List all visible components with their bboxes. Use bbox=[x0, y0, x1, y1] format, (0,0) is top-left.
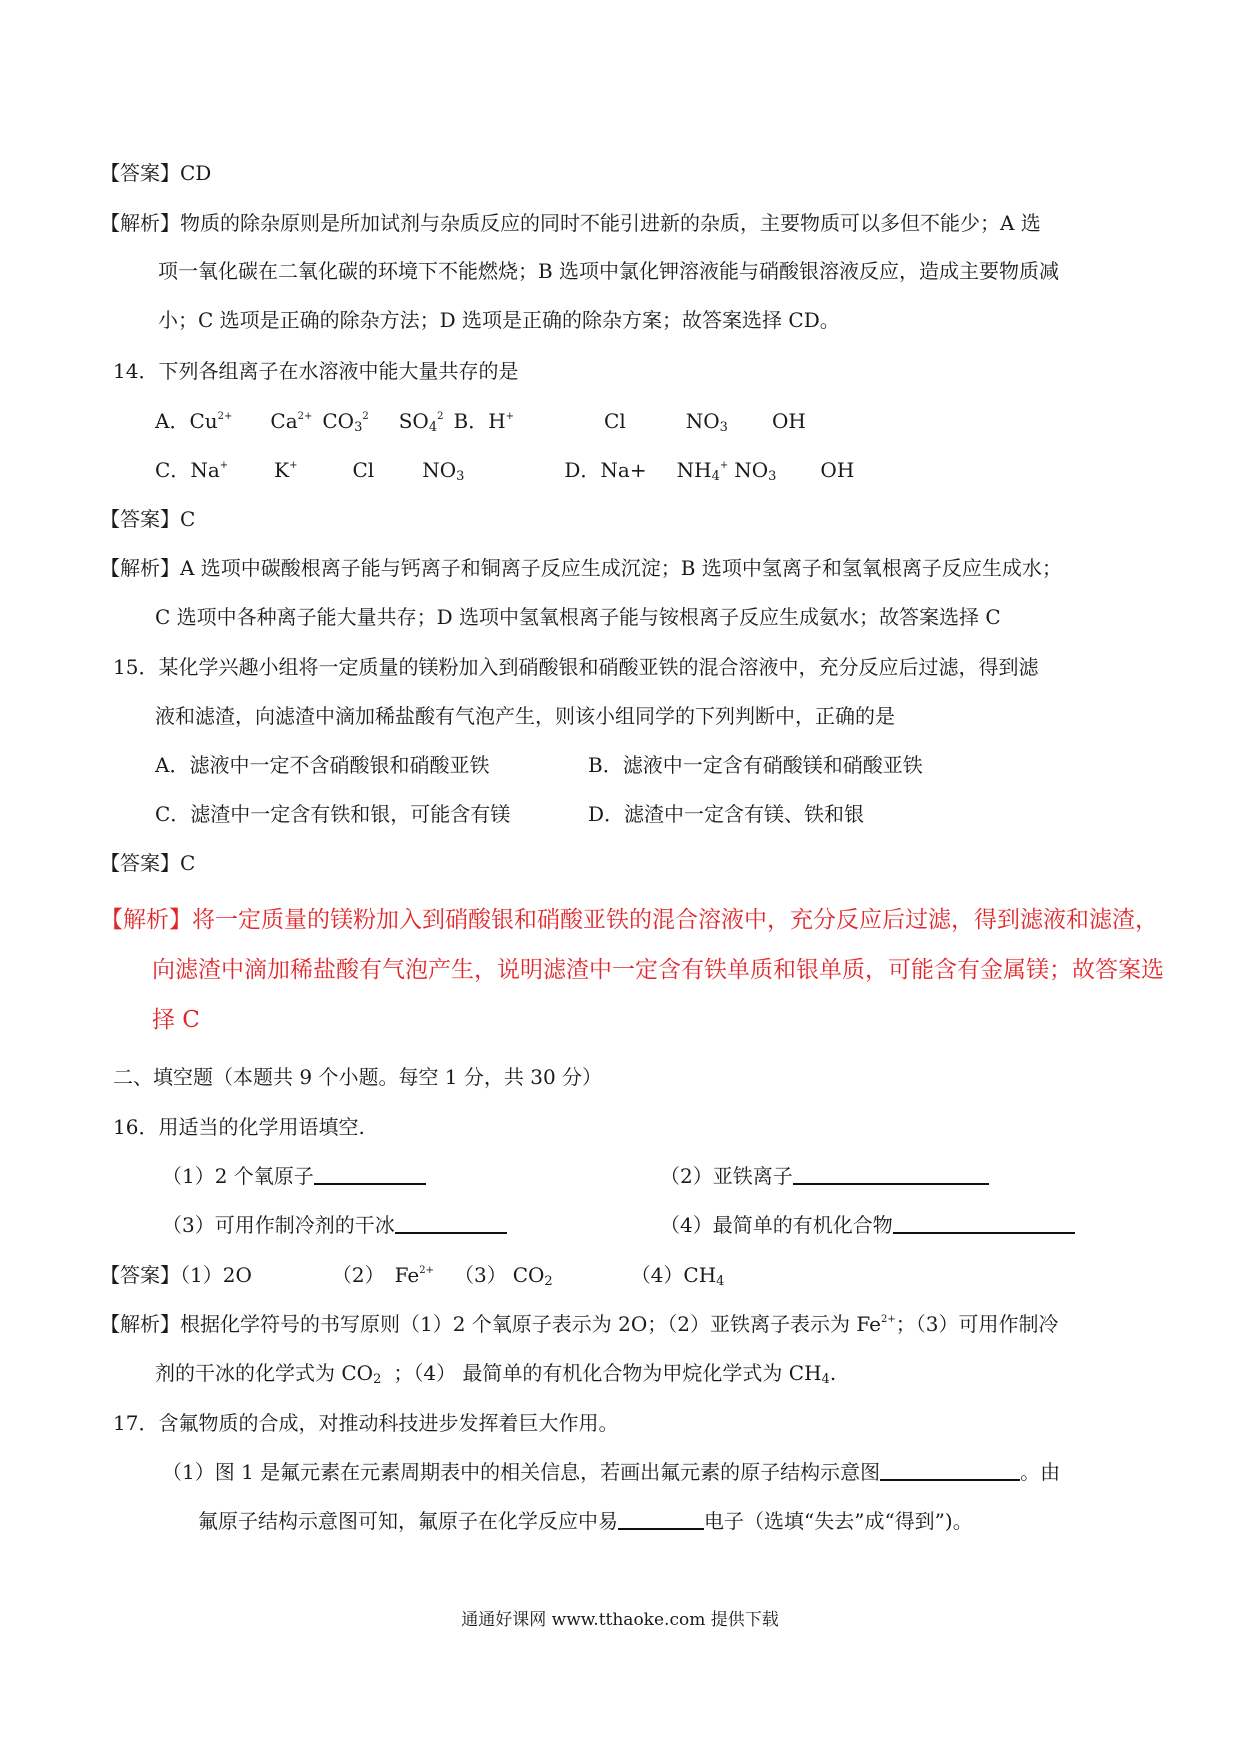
page-footer: 通通好课网 www.tthaoke.com 提供下载 bbox=[461, 1610, 779, 1630]
q14-option-a-label: A． bbox=[155, 409, 190, 433]
q16-item-2: （2）亚铁离子 bbox=[660, 1161, 989, 1191]
q15-stem-line-2: 液和滤渣，向滤渣中滴加稀盐酸有气泡产生，则该小组同学的下列判断中，正确的是 bbox=[155, 704, 895, 728]
ion-ca: $Ca^{2+}$ bbox=[270, 409, 313, 433]
q16-answer: 【答案】（1）2O （2） $Fe^{2+}$ （3） $CO_2$ $(4)CH_4$ bbox=[100, 1263, 725, 1289]
q16-item-1: （1）2 个氧原子 bbox=[162, 1161, 426, 1191]
q15-analysis-line-3: 择 C bbox=[152, 1007, 200, 1033]
q15-option-a: A．滤液中一定不含硝酸银和硝酸亚铁 bbox=[155, 753, 490, 777]
answer-blank bbox=[793, 1161, 989, 1185]
ion-k: K+ bbox=[274, 458, 298, 482]
q15-option-d: D．滤渣中一定含有镁、铁和银 bbox=[588, 802, 865, 826]
q16-item-3: （3）可用作制冷剂的干冰 bbox=[162, 1210, 507, 1240]
ion-h: H+ bbox=[488, 409, 515, 433]
q14-options-ab bbox=[155, 406, 806, 436]
q14-option-c-label: C． bbox=[155, 458, 191, 482]
answer-blank bbox=[880, 1457, 1020, 1481]
ion-no3: $NO_3$ bbox=[685, 409, 728, 435]
q17-part-1-line-2: 氟原子结构示意图可知，氟原子在化学反应中易 电子（选填“失去”成“得到”)。 bbox=[198, 1506, 973, 1536]
section-2-heading: 二、填空题（本题共 9 个小题。每空 1 分，共 30 分） bbox=[113, 1065, 603, 1089]
q15-option-b: B．滤液中一定含有硝酸镁和硝酸亚铁 bbox=[588, 753, 923, 777]
ion-cl: Cl bbox=[604, 409, 626, 433]
answer-blank bbox=[618, 1506, 704, 1530]
ion-cl: Cl bbox=[352, 458, 375, 482]
answer-blank bbox=[314, 1161, 426, 1185]
ion-na: Na+ bbox=[190, 458, 229, 482]
q13-answer: 【答案】CD bbox=[100, 161, 212, 185]
q16-analysis-line-1: 【解析】根据化学符号的书写原则（1）2 个氧原子表示为 2O；（2）亚铁离子表示为 $Fe^{2+}$；（3）可用作制冷 bbox=[100, 1312, 1059, 1336]
ion-cu: $Cu^{2+}$ bbox=[189, 409, 233, 433]
q16-analysis-line-2: 剂的干冰的化学式为 $CO_2$ ；（4） 最简单的有机化合物为甲烷化学式为 $CH_4$. bbox=[155, 1361, 837, 1387]
q15-answer: 【答案】C bbox=[100, 851, 196, 875]
ion-so4: $SO_4^2$ bbox=[398, 409, 444, 435]
q14-options-cd bbox=[155, 455, 854, 485]
ion-no3: $NO_3$ bbox=[734, 458, 777, 484]
q14-analysis-line-2: C 选项中各种离子能大量共存；D 选项中氢氧根离子能与铵根离子反应生成氨水；故答案选择 C bbox=[155, 605, 1001, 629]
ion-co3: $CO_3^2$ bbox=[322, 409, 369, 435]
q14-stem: 14．下列各组离子在水溶液中能大量共存的是 bbox=[113, 359, 519, 383]
ion-nh4: $NH_4^+$ bbox=[676, 458, 729, 484]
q14-option-b-label: B． bbox=[453, 409, 489, 433]
q16-item-4: （4）最简单的有机化合物 bbox=[660, 1210, 1075, 1240]
q15-option-c: C．滤渣中一定含有铁和银，可能含有镁 bbox=[155, 802, 511, 826]
ion-oh: OH bbox=[771, 409, 806, 433]
q14-option-d-label: D． bbox=[564, 458, 601, 482]
q17-stem: 17．含氟物质的合成，对推动科技进步发挥着巨大作用。 bbox=[113, 1411, 619, 1435]
q14-answer: 【答案】C bbox=[100, 507, 196, 531]
q14-analysis-line-1: 【解析】A 选项中碳酸根离子能与钙离子和铜离子反应生成沉淀；B 选项中氢离子和氢氧根离子反应生成水； bbox=[100, 556, 1062, 580]
q15-analysis-line-1: 【解析】将一定质量的镁粉加入到硝酸银和硝酸亚铁的混合溶液中，充分反应后过滤，得到滤液和滤渣， bbox=[100, 907, 1158, 933]
ion-oh: OH bbox=[820, 458, 855, 482]
answer-blank bbox=[893, 1210, 1075, 1234]
ion-no3: $NO_3$ bbox=[422, 458, 465, 484]
q15-stem-line-1: 15．某化学兴趣小组将一定质量的镁粉加入到硝酸银和硝酸亚铁的混合溶液中，充分反应后过滤，得到滤 bbox=[113, 655, 1039, 679]
q13-analysis-line-1: 【解析】物质的除杂原则是所加试剂与杂质反应的同时不能引进新的杂质，主要物质可以多但不能少；A 选 bbox=[100, 211, 1041, 235]
q13-analysis-line-2: 项一氧化碳在二氧化碳的环境下不能燃烧；B 选项中氯化钾溶液能与硝酸银溶液反应，造成主要物质减 bbox=[158, 259, 1060, 283]
q15-analysis-line-2: 向滤渣中滴加稀盐酸有气泡产生，说明滤渣中一定含有铁单质和银单质，可能含有金属镁；故答案选 bbox=[152, 957, 1164, 983]
q16-stem: 16．用适当的化学用语填空. bbox=[113, 1115, 365, 1139]
ion-na: Na+ bbox=[600, 458, 647, 482]
q17-part-1-line-1: （1）图 1 是氟元素在元素周期表中的相关信息，若画出氟元素的原子结构示意图 。由 bbox=[162, 1457, 1060, 1487]
q13-analysis-line-3: 小；C 选项是正确的除杂方法；D 选项是正确的除杂方案；故答案选择 CD。 bbox=[158, 308, 840, 332]
answer-blank bbox=[395, 1210, 507, 1234]
